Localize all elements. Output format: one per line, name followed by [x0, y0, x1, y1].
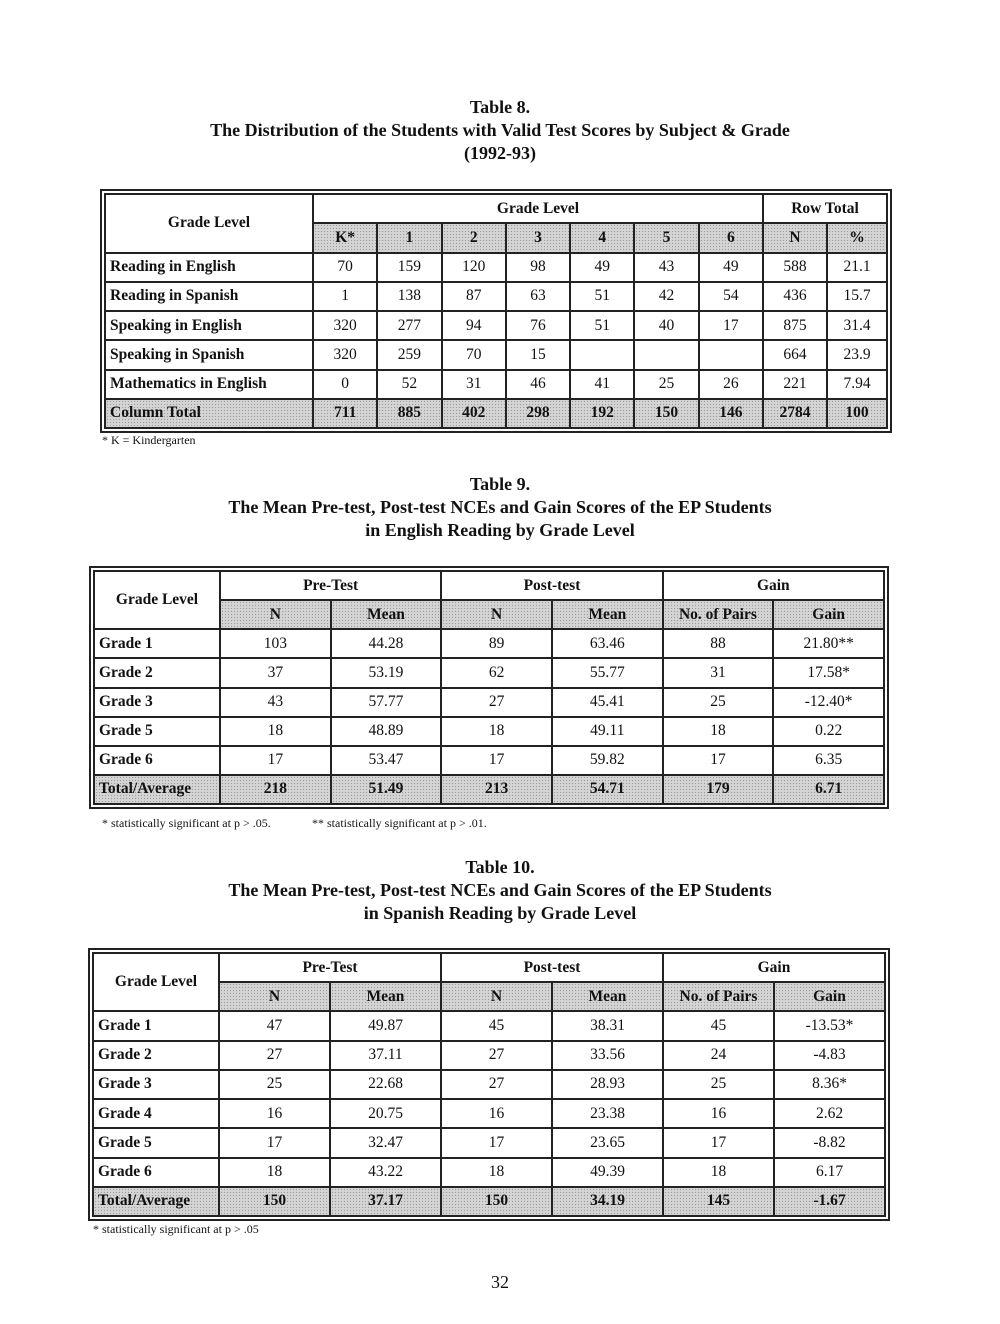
table8-row-header: Grade Level: [105, 194, 313, 253]
row-label: Grade 1: [94, 629, 220, 658]
table10-group-pre-test: Pre-Test: [219, 953, 441, 982]
table8-column-header: K*: [313, 223, 377, 252]
table-cell: 46: [506, 370, 570, 399]
table-cell: 31: [442, 370, 506, 399]
table10-subtitle-line1: The Mean Pre-test, Post-test NCEs and Gain Scores of the EP Students: [228, 880, 772, 900]
table-cell: 18: [663, 717, 774, 746]
table10-group-gain: Gain: [663, 953, 885, 982]
table8-subtitle-line1: The Distribution of the Students with Valid Test Scores by Subject & Grade: [210, 120, 790, 140]
total-label: Column Total: [105, 399, 313, 428]
table-cell: 43: [220, 688, 331, 717]
table-cell: 55.77: [552, 658, 663, 687]
table10-row-header: Grade Level: [93, 953, 219, 1011]
table-row: [93, 1099, 885, 1128]
table-cell: 0.22: [773, 717, 884, 746]
table-cell: 18: [441, 717, 552, 746]
table-cell: 24: [663, 1041, 774, 1070]
table-cell: 18: [220, 717, 331, 746]
total-row: [94, 775, 884, 804]
table-row: [93, 1041, 885, 1070]
table-cell: 20.75: [330, 1099, 441, 1128]
table-cell: 51: [570, 282, 634, 311]
total-cell: 150: [219, 1187, 330, 1216]
table-cell: 44.28: [331, 629, 442, 658]
table9-caption: [0, 473, 1000, 542]
table9-column-header: Mean: [552, 600, 663, 629]
table8-column-header: N: [763, 223, 827, 252]
table-cell: 277: [377, 311, 441, 340]
table-cell: 42: [634, 282, 698, 311]
table9-column-header: Mean: [331, 600, 442, 629]
table-row: [93, 1070, 885, 1099]
row-label: Grade 5: [93, 1128, 219, 1157]
row-label: Grade 5: [94, 717, 220, 746]
table-cell: 16: [441, 1099, 552, 1128]
table-cell: 320: [313, 340, 377, 369]
table-row: [105, 370, 887, 399]
table-cell: 16: [663, 1099, 774, 1128]
table-cell: 23.9: [827, 340, 887, 369]
table-cell: -8.82: [774, 1128, 885, 1157]
row-label: Speaking in Spanish: [105, 340, 313, 369]
row-label: Grade 2: [93, 1041, 219, 1070]
table10-column-header: Mean: [330, 982, 441, 1011]
total-row: [105, 399, 887, 428]
table-cell: 17: [441, 1128, 552, 1157]
table-cell: 62: [441, 658, 552, 687]
table-cell: 25: [663, 1070, 774, 1099]
row-label: Mathematics in English: [105, 370, 313, 399]
table-cell: 59.82: [552, 746, 663, 775]
table-cell: 45.41: [552, 688, 663, 717]
total-cell: 150: [634, 399, 698, 428]
table-cell: 16: [219, 1099, 330, 1128]
table8-caption: [0, 96, 1000, 165]
table8-column-header: 5: [634, 223, 698, 252]
table-cell: 25: [634, 370, 698, 399]
table-cell: 25: [219, 1070, 330, 1099]
table-row: [94, 746, 884, 775]
table-row: [94, 658, 884, 687]
table8-column-header: 3: [506, 223, 570, 252]
table-cell: 15: [506, 340, 570, 369]
table-cell: 6.17: [774, 1158, 885, 1187]
table-cell: 588: [763, 253, 827, 282]
table-cell: 27: [441, 1070, 552, 1099]
total-cell: 298: [506, 399, 570, 428]
table-cell: 53.47: [331, 746, 442, 775]
total-cell: 54.71: [552, 775, 663, 804]
table-cell: 43: [634, 253, 698, 282]
table9-column-header: N: [441, 600, 552, 629]
table-cell: 31: [663, 658, 774, 687]
table-cell: 320: [313, 311, 377, 340]
table-cell: 51: [570, 311, 634, 340]
total-cell: -1.67: [774, 1187, 885, 1216]
table-cell: 94: [442, 311, 506, 340]
table-cell: 26: [699, 370, 763, 399]
table-cell: 18: [663, 1158, 774, 1187]
table9-group-gain: Gain: [663, 571, 884, 600]
table-cell: 27: [441, 688, 552, 717]
table-cell: 436: [763, 282, 827, 311]
table-cell: 48.89: [331, 717, 442, 746]
table8-column-header: 1: [377, 223, 441, 252]
table-cell: 138: [377, 282, 441, 311]
table10-column-header: N: [219, 982, 330, 1011]
table10: [88, 948, 890, 1221]
table-cell: 70: [442, 340, 506, 369]
total-cell: 34.19: [552, 1187, 663, 1216]
total-cell: 51.49: [331, 775, 442, 804]
total-cell: 192: [570, 399, 634, 428]
table-cell: 76: [506, 311, 570, 340]
table-cell: 49: [699, 253, 763, 282]
total-cell: 6.71: [773, 775, 884, 804]
table10-column-header: No. of Pairs: [663, 982, 774, 1011]
table-row: [105, 311, 887, 340]
table8-subtitle-line2: (1992-93): [464, 143, 536, 163]
table-cell: 49.39: [552, 1158, 663, 1187]
table9: [89, 566, 889, 809]
table9-column-header: Gain: [773, 600, 884, 629]
table9-footnote-2: ** statistically significant at p > .01.: [312, 816, 487, 830]
table9-column-header: No. of Pairs: [663, 600, 774, 629]
total-cell: 179: [663, 775, 774, 804]
table-cell: 664: [763, 340, 827, 369]
table-cell: 54: [699, 282, 763, 311]
table10-group-post-test: Post-test: [441, 953, 663, 982]
table-cell: 37: [220, 658, 331, 687]
table9-footnote-1: * statistically significant at p > .05.: [102, 816, 271, 830]
table-cell: 6.35: [773, 746, 884, 775]
table-cell: 27: [441, 1041, 552, 1070]
table-cell: 57.77: [331, 688, 442, 717]
table-cell: 45: [441, 1011, 552, 1040]
table-cell: 33.56: [552, 1041, 663, 1070]
table8-title: Table 8.: [469, 97, 531, 117]
table-cell: 32.47: [330, 1128, 441, 1157]
table-cell: 7.94: [827, 370, 887, 399]
table-cell: 875: [763, 311, 827, 340]
total-label: Total/Average: [94, 775, 220, 804]
table10-footnote: * statistically significant at p > .05: [93, 1222, 259, 1236]
table-cell: 31.4: [827, 311, 887, 340]
total-cell: 37.17: [330, 1187, 441, 1216]
table-cell: 40: [634, 311, 698, 340]
table-row: [93, 1128, 885, 1157]
table-cell: 49.11: [552, 717, 663, 746]
table-row: [94, 688, 884, 717]
total-cell: 150: [441, 1187, 552, 1216]
table-cell: 87: [442, 282, 506, 311]
table-cell: 17.58*: [773, 658, 884, 687]
table-row: [93, 1158, 885, 1187]
total-cell: 145: [663, 1187, 774, 1216]
total-cell: 885: [377, 399, 441, 428]
row-label: Grade 3: [93, 1070, 219, 1099]
table-cell: 38.31: [552, 1011, 663, 1040]
table-cell: 120: [442, 253, 506, 282]
table-cell: 27: [219, 1041, 330, 1070]
table-cell: 259: [377, 340, 441, 369]
total-cell: 213: [441, 775, 552, 804]
table-cell: [699, 340, 763, 369]
table-cell: 22.68: [330, 1070, 441, 1099]
row-label: Grade 6: [93, 1158, 219, 1187]
table-cell: 63: [506, 282, 570, 311]
table-cell: 17: [219, 1128, 330, 1157]
table-cell: 18: [219, 1158, 330, 1187]
row-label: Grade 3: [94, 688, 220, 717]
total-row: [93, 1187, 885, 1216]
row-label: Reading in Spanish: [105, 282, 313, 311]
table-cell: -12.40*: [773, 688, 884, 717]
table-row: [94, 717, 884, 746]
table-cell: 98: [506, 253, 570, 282]
table10-column-header: Mean: [552, 982, 663, 1011]
table9-title: Table 9.: [469, 474, 531, 494]
table-cell: 103: [220, 629, 331, 658]
total-cell: 100: [827, 399, 887, 428]
table-cell: 37.11: [330, 1041, 441, 1070]
total-cell: 402: [442, 399, 506, 428]
table-cell: 159: [377, 253, 441, 282]
table-row: [105, 340, 887, 369]
table-cell: 28.93: [552, 1070, 663, 1099]
table-cell: 21.1: [827, 253, 887, 282]
table-cell: 70: [313, 253, 377, 282]
table-cell: 45: [663, 1011, 774, 1040]
table9-subtitle-line2: in English Reading by Grade Level: [365, 520, 635, 540]
table9-group-pre-test: Pre-Test: [220, 571, 441, 600]
table8-column-header: 6: [699, 223, 763, 252]
row-label: Grade 1: [93, 1011, 219, 1040]
table-cell: 17: [663, 1128, 774, 1157]
table9-row-header: Grade Level: [94, 571, 220, 629]
table8-column-header: %: [827, 223, 887, 252]
table-cell: 23.65: [552, 1128, 663, 1157]
table-cell: 88: [663, 629, 774, 658]
table8-column-header: 2: [442, 223, 506, 252]
table10-title: Table 10.: [465, 857, 535, 877]
table-cell: 89: [441, 629, 552, 658]
table-cell: 49.87: [330, 1011, 441, 1040]
table-cell: 41: [570, 370, 634, 399]
table-cell: 1: [313, 282, 377, 311]
table8-group-grade-level: Grade Level: [313, 194, 763, 223]
table-cell: 25: [663, 688, 774, 717]
row-label: Speaking in English: [105, 311, 313, 340]
table-cell: 0: [313, 370, 377, 399]
table-cell: 8.36*: [774, 1070, 885, 1099]
table8-column-header: 4: [570, 223, 634, 252]
total-cell: 146: [699, 399, 763, 428]
table-row: [94, 629, 884, 658]
table10-caption: [0, 856, 1000, 925]
total-cell: 2784: [763, 399, 827, 428]
table-row: [105, 282, 887, 311]
row-label: Grade 6: [94, 746, 220, 775]
row-label: Grade 2: [94, 658, 220, 687]
table-cell: 2.62: [774, 1099, 885, 1128]
table9-group-post-test: Post-test: [441, 571, 662, 600]
row-label: Grade 4: [93, 1099, 219, 1128]
table-cell: 17: [699, 311, 763, 340]
table-cell: 18: [441, 1158, 552, 1187]
table8-group-row-total: Row Total: [763, 194, 887, 223]
table-cell: 52: [377, 370, 441, 399]
table-cell: 15.7: [827, 282, 887, 311]
table-row: [105, 253, 887, 282]
table10-column-header: Gain: [774, 982, 885, 1011]
table-cell: [570, 340, 634, 369]
page-number: 32: [491, 1272, 509, 1292]
table-cell: 63.46: [552, 629, 663, 658]
table-cell: 23.38: [552, 1099, 663, 1128]
table9-subtitle-line1: The Mean Pre-test, Post-test NCEs and Gain Scores of the EP Students: [228, 497, 772, 517]
total-cell: 218: [220, 775, 331, 804]
table-cell: 17: [663, 746, 774, 775]
table-row: [93, 1011, 885, 1040]
table-cell: 221: [763, 370, 827, 399]
table10-subtitle-line2: in Spanish Reading by Grade Level: [363, 903, 637, 923]
table-cell: 53.19: [331, 658, 442, 687]
table-cell: -4.83: [774, 1041, 885, 1070]
table-cell: [634, 340, 698, 369]
total-cell: 711: [313, 399, 377, 428]
table8: [100, 189, 892, 433]
table-cell: 47: [219, 1011, 330, 1040]
table10-column-header: N: [441, 982, 552, 1011]
table8-footnote: * K = Kindergarten: [102, 433, 196, 447]
table-cell: -13.53*: [774, 1011, 885, 1040]
total-label: Total/Average: [93, 1187, 219, 1216]
table-cell: 43.22: [330, 1158, 441, 1187]
table-cell: 21.80**: [773, 629, 884, 658]
table-cell: 17: [220, 746, 331, 775]
row-label: Reading in English: [105, 253, 313, 282]
table-cell: 17: [441, 746, 552, 775]
table-cell: 49: [570, 253, 634, 282]
table9-column-header: N: [220, 600, 331, 629]
